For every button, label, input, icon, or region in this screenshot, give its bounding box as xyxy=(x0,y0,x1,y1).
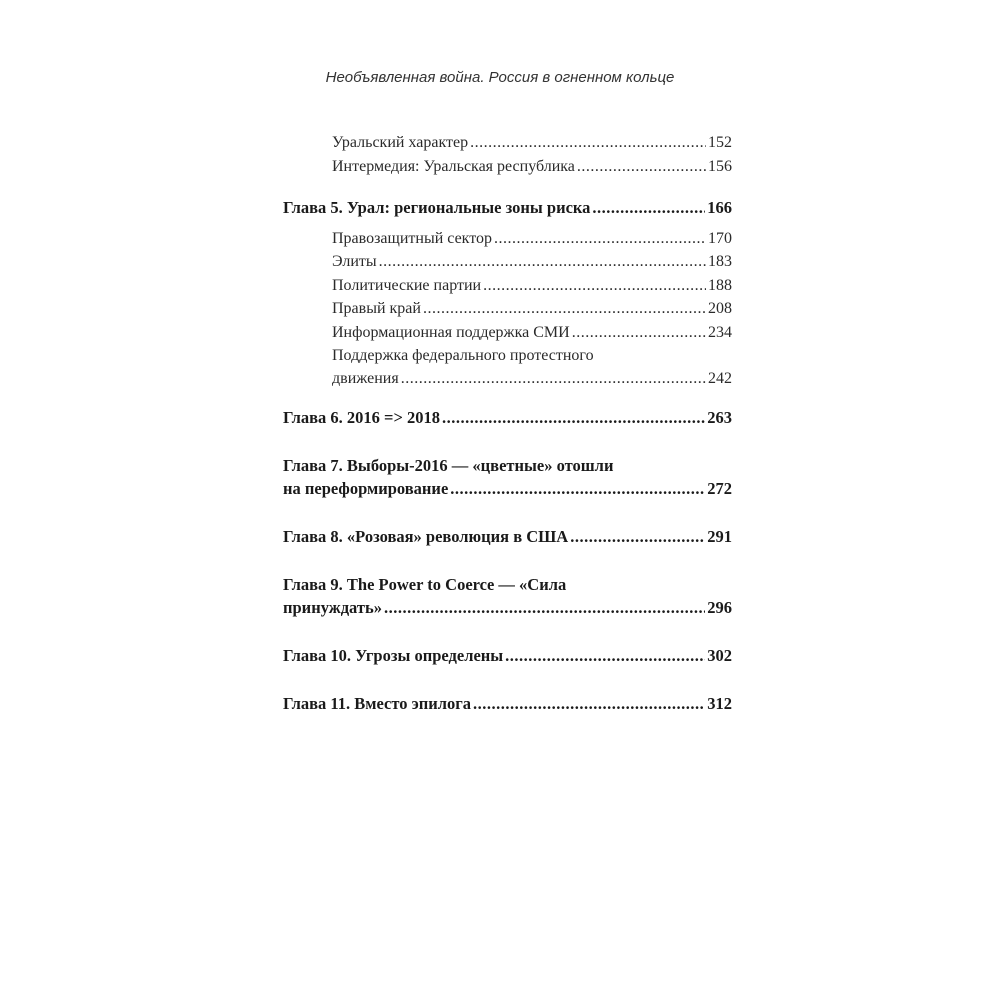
toc-chapter-title: Глава 5. Урал: региональные зоны риска xyxy=(283,198,591,217)
toc-page-number: 296 xyxy=(707,598,732,617)
toc-entry-title: Информационная поддержка СМИ xyxy=(332,324,570,341)
toc-leader-dots xyxy=(494,227,706,250)
toc-leader-dots xyxy=(450,477,705,500)
toc-chapter-7 xyxy=(283,477,732,500)
toc-leader-dots xyxy=(483,274,706,297)
toc-chapter-7-line1: Глава 7. Выборы-2016 — «цветные» отошли xyxy=(283,456,614,475)
toc-chapter-6 xyxy=(283,406,732,429)
toc-leader-dots xyxy=(572,321,706,344)
toc-entry-title: Уральский характер xyxy=(332,134,469,151)
toc-leader-dots xyxy=(423,297,706,320)
toc-leader-dots xyxy=(473,692,705,715)
toc-leader-dots xyxy=(401,367,706,390)
toc-leader-dots xyxy=(384,596,705,619)
toc-chapter-5 xyxy=(283,196,732,219)
toc-entry-pravy-kray xyxy=(332,297,732,320)
toc-entry-protest-line1: Поддержка федерального протестного xyxy=(332,347,594,364)
toc-page-number: 208 xyxy=(708,300,732,317)
toc-entry-title: Интермедия: Уральская республика xyxy=(332,158,575,175)
toc-leader-dots xyxy=(379,250,706,273)
toc-entry-elity xyxy=(332,250,732,273)
toc-entry-title: Правозащитный сектор xyxy=(332,230,493,247)
toc-page-number: 242 xyxy=(708,370,732,387)
toc-page-number: 152 xyxy=(708,134,732,151)
toc-page-number: 183 xyxy=(708,253,732,270)
toc-chapter-title: Глава 8. «Розовая» революция в США xyxy=(283,527,569,546)
toc-leader-dots xyxy=(505,644,705,667)
toc-leader-dots xyxy=(592,196,705,219)
toc-page-number: 170 xyxy=(708,230,732,247)
toc-entry-partii xyxy=(332,274,732,297)
toc-chapter-8 xyxy=(283,525,732,548)
toc-entry-title: Элиты xyxy=(332,253,377,270)
toc-page-number: 234 xyxy=(708,324,732,341)
toc-chapter-title: принуждать» xyxy=(283,598,382,617)
running-header: Необъявленная война. Россия в огненном кольце xyxy=(325,69,675,86)
toc-page-number: 188 xyxy=(708,277,732,294)
toc-leader-dots xyxy=(470,131,706,154)
toc-entry-intermediya xyxy=(332,155,732,178)
toc-chapter-title: Глава 6. 2016 => 2018 xyxy=(283,408,440,427)
toc-entry-uralskiy-kharakter xyxy=(332,131,732,154)
toc-chapter-11 xyxy=(283,692,732,715)
toc-leader-dots xyxy=(570,525,705,548)
toc-page-number: 291 xyxy=(707,527,732,546)
toc-entry-title: Политические партии xyxy=(332,277,482,294)
toc-chapter-title: Глава 11. Вместо эпилога xyxy=(283,694,472,713)
toc-page-number: 263 xyxy=(707,408,732,427)
toc-page-number: 312 xyxy=(707,694,732,713)
toc-entry-title: Правый край xyxy=(332,300,421,317)
toc-entry-title: движения xyxy=(332,370,399,387)
toc-leader-dots xyxy=(577,155,706,178)
toc-page-number: 302 xyxy=(707,646,732,665)
toc-chapter-title: на переформирование xyxy=(283,479,449,498)
toc-chapter-9-line1: Глава 9. The Power to Coerce — «Сила xyxy=(283,575,567,594)
toc-entry-pravozashchitny xyxy=(332,227,732,250)
toc-page-number: 166 xyxy=(707,198,732,217)
toc-page-number: 272 xyxy=(707,479,732,498)
toc-chapter-9 xyxy=(283,596,732,619)
toc-entry-protest xyxy=(332,367,732,390)
toc-chapter-title: Глава 10. Угрозы определены xyxy=(283,646,504,665)
toc-entry-smi xyxy=(332,321,732,344)
toc-leader-dots xyxy=(442,406,705,429)
toc-chapter-10 xyxy=(283,644,732,667)
toc-page-number: 156 xyxy=(708,158,732,175)
